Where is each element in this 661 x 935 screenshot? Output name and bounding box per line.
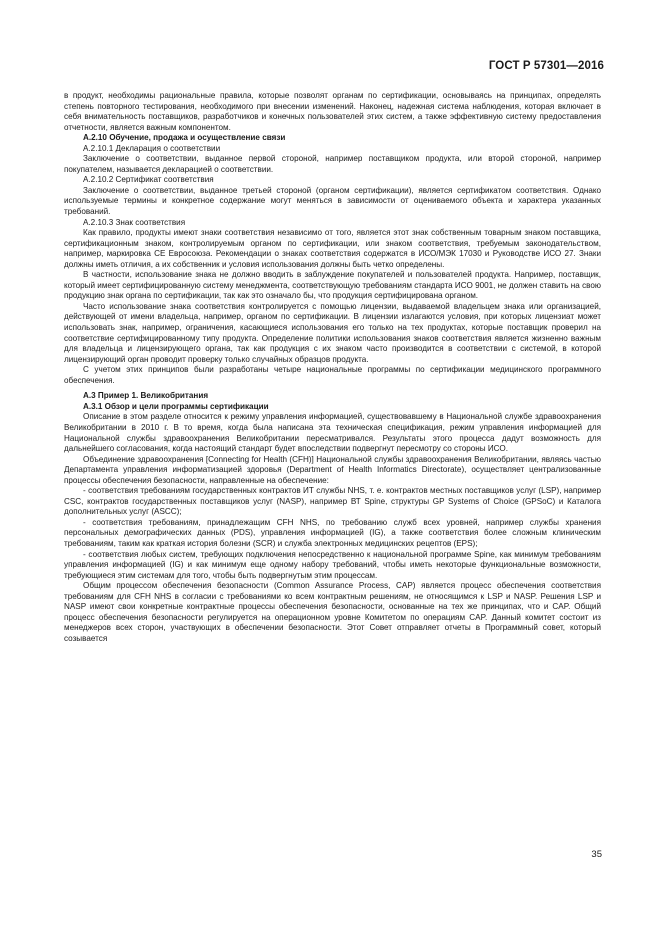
document-code-header: ГОСТ Р 57301—2016 xyxy=(488,60,604,72)
body-paragraph: Заключение о соответствии, выданное третьей стороной (органом сертификации), является сертификатом соответствия. Однако используемые термины и конкретное содержание могут меняться в зависимости от оцениваемого объекта и характера указанных требований. xyxy=(64,185,601,217)
body-paragraph: - соответствия требованиям государственных контрактов ИТ службы NHS, т. е. контрактов местных поставщиков услуг (LSP), например CSC, контрактов государственных поставщиков услуг (NASP), например ВТ Spine, структуры GP Systems of Choice (GPSoC) и Каталога дополнительных услуг (ASCC); xyxy=(64,486,601,517)
body-paragraph: Заключение о соответствии, выданное первой стороной, например поставщиком продукта, или второй стороной, например покупателем, называется декларацией о соответствии. xyxy=(64,154,601,174)
body-paragraph: А.2.10.3 Знак соответствия xyxy=(83,217,186,227)
body-paragraph: в продукт, необходимы рациональные правила, которые позволят органам по сертификации, основываясь на принципах, определять степень повторного тестирования, необходимого при внесении изменений. Наконец, надежная система наблюдения, которая включает в себя внимательность поставщиков, разработчиков и конечных пользователей этих систем, а также эффективную систему предоставления отчетности, является важным компонентом. xyxy=(64,91,601,132)
body-paragraph: Объединение здравоохранения [Connecting for Health (CFH)] Национальной службы здравоохранения Великобритании, являясь частью Департамента управления информатизацией здоровья (Department of Health Informatics Directorate), осуществляет централизованные процессы обеспечения безопасности, направленные на обеспечение: xyxy=(64,454,601,485)
body-paragraph: А.2.10.1 Декларация о соответствии xyxy=(83,143,221,153)
section-heading: А.3.1 Обзор и цели программы сертификации xyxy=(83,401,269,411)
body-paragraph: В частности, использование знака не должно вводить в заблуждение покупателей и пользователей продукта. Например, поставщик, который имеет сертифицированную систему менеджмента, соответствующую требованиям стандарта ИСО 9001, не должен ставить на свою продукцию знак органа по сертификации, так как это означало бы, что продукция сертифицирована органом. xyxy=(64,270,601,301)
body-paragraph: Общим процессом обеспечения безопасности (Common Assurance Process, CAP) является процесс обеспечения соответствия требованиям для CFH NHS в согласии с требованиями ко всем контрактным решениям, не относящимся к LSP и NASP. Решения LSP и NASP имеют свои конкретные контрактные процессы обеспечения безопасности, основанные на тех же принципах, что и CAP. Общий процесс обеспечения безопасности регулируется на операционном уровне Комитетом по операциям CAP. Данный комитет состоит из менеджеров всех сторон, участвующих в обеспечении безопасности. Этот Совет отправляет отчеты в Программный совет, который созывается xyxy=(64,581,601,643)
body-paragraph: - соответствия требованиям, принадлежащим CFH NHS, по требованию служб всех уровней, например службы хранения персональных демографических данных (PDS), управления информацией (IG), а также соответствия более сложным клиническим требованиям, таким как краткая история болезни (SCR) и служба электронных медицинских рецептов (EPS); xyxy=(64,517,601,548)
body-paragraph: - соответствия любых систем, требующих подключения непосредственно к национальной программе Spine, как минимум требованиям управления информацией (IG) и как минимум еще одному набору требований, чтобы иметь некоторые функциональные возможности, требующиеся этим системам для того, чтобы быть подвергнутым этим процессам. xyxy=(64,549,601,580)
body-paragraph: Как правило, продукты имеют знаки соответствия независимо от того, является этот знак собственным товарным знаком поставщика, сертификационным знаком, контролируемым органом по сертификации, или знаком соответствия, требуемым законодательством, например, маркировка СЕ Евросоюза. Рекомендации о знаках соответствия содержатся в ИСО/МЭК 17030 и Руководстве ИСО 27. Знаки должны иметь отличия, а их собственник и условия использования должны быть четко определены. xyxy=(64,228,601,269)
section-heading: А.3 Пример 1. Великобритания xyxy=(83,391,209,401)
body-paragraph: Часто использование знака соответствия контролируется с помощью лицензии, выдаваемой владельцем знака или организацией, действующей от имени владельца, например, органом по сертификации. В лицензии излагаются условия, при которых лицензиат может использовать знак, например, ограничения, касающиеся использования его только на тех продуктах, которые поставщик проверил на соответствие сертифицированному типу продукта. Определение политики использования знаков соответствия является жизненно важным для владельца и лицензирующего органа, так как продукция с их знаком часто производится в соответствии с системой, в которой лицензирующий орган проводит проверку только случайных образцов продукта. xyxy=(64,301,601,364)
page-number: 35 xyxy=(591,849,602,860)
section-heading: А.2.10 Обучение, продажа и осуществление связи xyxy=(83,133,286,143)
body-paragraph: С учетом этих принципов были разработаны четыре национальные программы по сертификации медицинского программного обеспечения. xyxy=(64,365,601,385)
page-body xyxy=(64,91,601,644)
body-paragraph: А.2.10.2 Сертификат соответствия xyxy=(83,175,214,185)
body-paragraph: Описание в этом разделе относится к режиму управления информацией, существовавшему в Национальной службе здравоохранения Великобритании в 2010 г. В то время, когда была написана эта техническая спецификация, режим управления информацией для Национальной службы здравоохранения Великобритании пересматривался. Результаты этого процесса дадут возможность для дальнейшего согласования, когда настоящий стандарт будет впоследствии подвергнут пересмотру со стороны ИСО. xyxy=(64,412,601,454)
